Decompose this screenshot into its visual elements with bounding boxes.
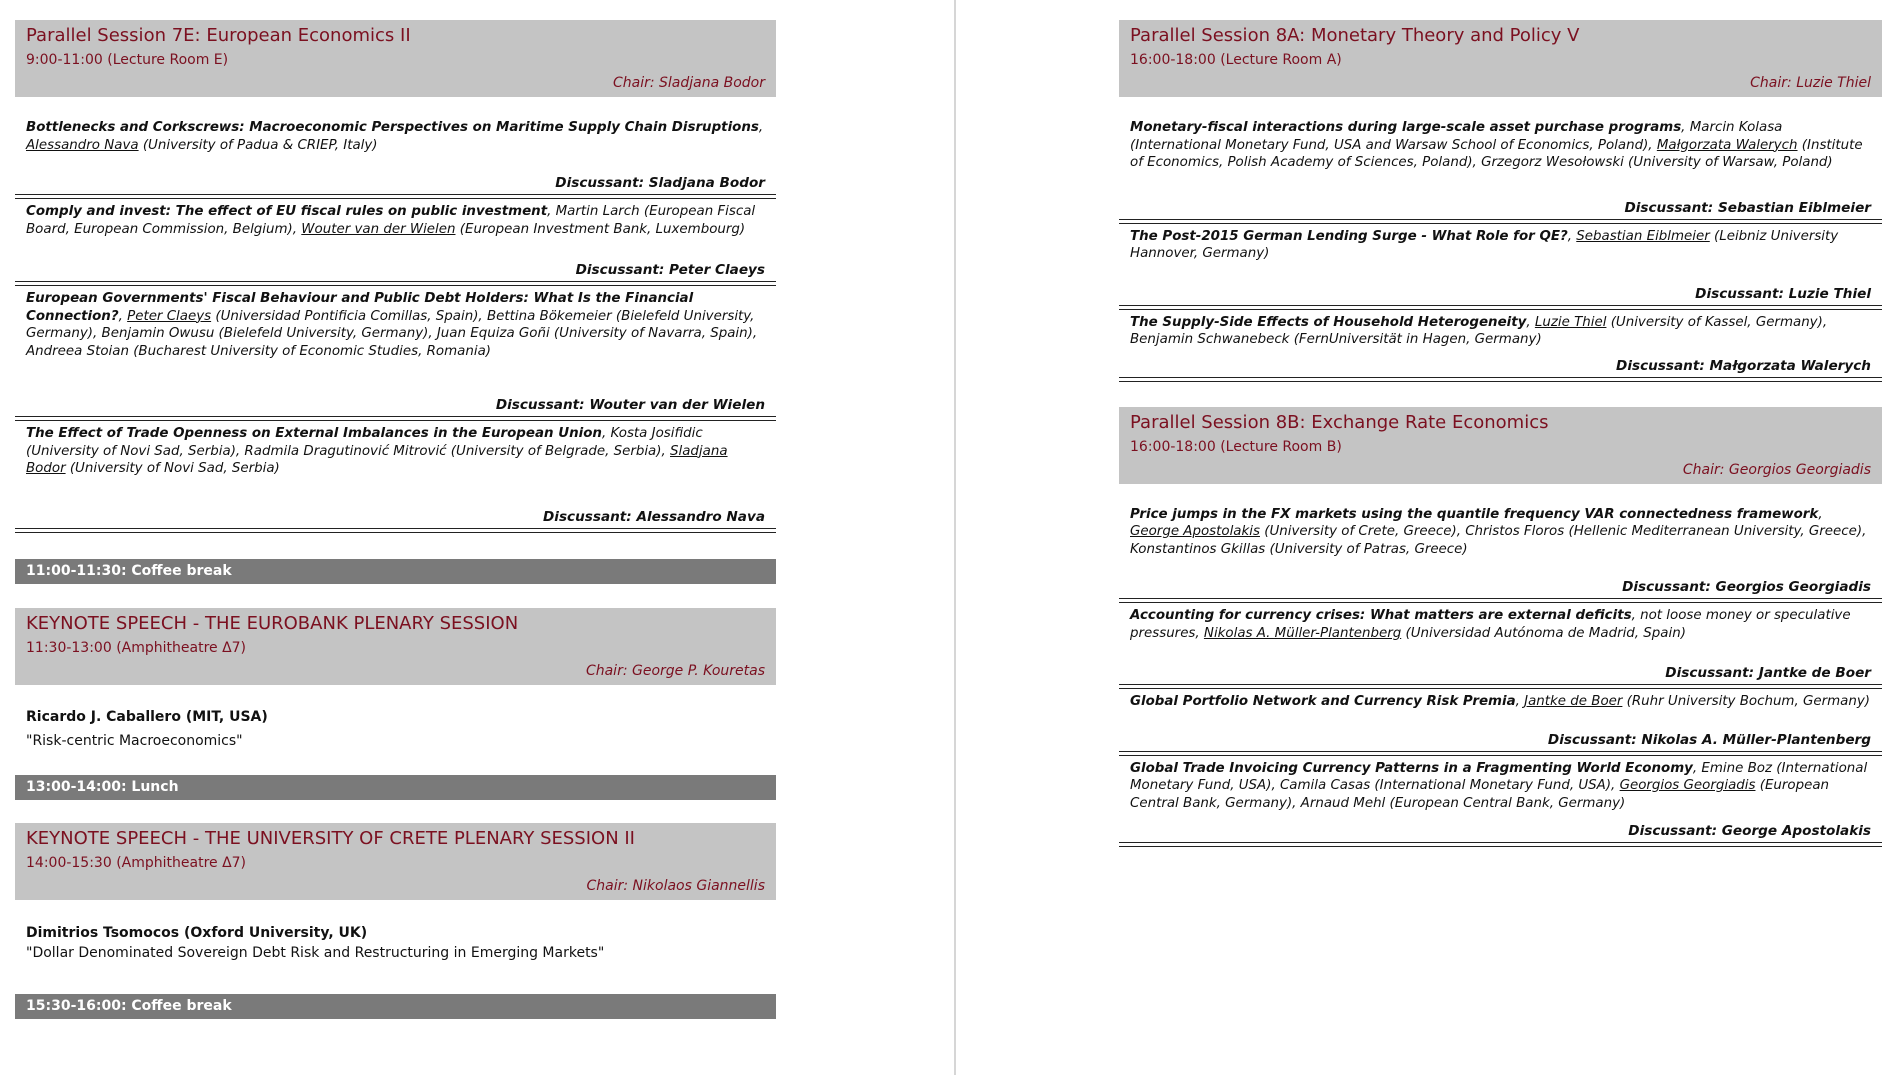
discussant: Discussant: Wouter van der Wielen: [495, 397, 765, 413]
paper-affiliations: (University of Novi Sad, Serbia): [65, 461, 280, 476]
session-7e-header: [15, 20, 776, 97]
paper-entry: The Supply-Side Effects of Household Heterogeneity, Luzie Thiel (University of Kassel, Germany), Benjamin Schwanebeck (FernUniversität in Hagen, Germany): [1130, 314, 1828, 347]
double-rule: [1119, 751, 1882, 756]
discussant: Discussant: Luzie Thiel: [1695, 285, 1871, 302]
session-time: 16:00-18:00 (Lecture Room B): [1130, 438, 1342, 455]
double-rule: [15, 528, 776, 533]
paper-entry: Comply and invest: The effect of EU fiscal rules on public investment, Martin Larch (European Fiscal Board, European Commission, Belgium), Wouter van der Wielen (European Investment Bank, Luxembourg): [26, 204, 756, 237]
coffee-break-bar: 15:30-16:00: Coffee break: [15, 994, 776, 1019]
paper-title: Global Portfolio Network and Currency Risk Premia: [1130, 694, 1516, 709]
page-divider: [954, 0, 956, 1075]
discussant: Discussant: Georgios Georgiadis: [1622, 579, 1871, 595]
paper-title: Price jumps in the FX markets using the quantile frequency VAR connectedness framework: [1130, 506, 1819, 522]
session-title: Parallel Session 8B: Exchange Rate Economics: [1130, 411, 1549, 433]
presenter-name: Georgios Georgiadis: [1619, 778, 1756, 793]
discussant: Discussant: George Apostolakis: [1628, 823, 1871, 839]
paper-title: The Post-2015 German Lending Surge - What Role for QE?: [1130, 228, 1568, 244]
paper-affiliations: (Ruhr University Bochum, Germany): [1622, 694, 1870, 709]
presenter-name: Wouter van der Wielen: [301, 221, 456, 237]
paper-title: Accounting for currency crises: What matters are external deficits: [1130, 608, 1632, 623]
double-rule: [1119, 684, 1882, 689]
right-page: [1119, 20, 1882, 851]
presenter-name: Małgorzata Walerych: [1656, 137, 1798, 153]
session-title: Parallel Session 8A: Monetary Theory and Policy V: [1130, 25, 1580, 46]
keynote-1-header: [15, 608, 776, 685]
paper-affiliations: (Universidad Autónoma de Madrid, Spain): [1401, 625, 1686, 641]
paper-entry: European Governments' Fiscal Behaviour and Public Debt Holders: What Is the Financial Connection?, Peter Claeys (Universidad Pontificia Comillas, Spain), Bettina Bökemeier (Bielefeld University, Germany), Benjamin Owusu (Bielefeld University, Germany), Juan Equiza Goñi (University of Navarra, Spain), Andreea Stoian (Bucharest University of Economic Studies, Romania): [26, 291, 758, 359]
paper-title: European Governments' Fiscal Behaviour and Public Debt Holders: What Is the Financial Connection?: [26, 291, 694, 324]
session-8a-header: [1119, 20, 1882, 97]
paper-title: The Supply-Side Effects of Household Heterogeneity: [1130, 314, 1527, 330]
paper-affiliations: (Leibniz University Hannover, Germany): [1130, 228, 1839, 261]
paper-entry: Price jumps in the FX markets using the quantile frequency VAR connectedness framework, George Apostolakis (University of Crete, Greece), Christos Floros (Hellenic Mediterranean University, Greece), Konstantinos Gkillas (University of Patras, Greece): [1130, 506, 1867, 557]
presenter-name: George Apostolakis: [1130, 524, 1260, 539]
paper-title: Comply and invest: The effect of EU fiscal rules on public investment: [26, 204, 548, 219]
discussant: Discussant: Małgorzata Walerych: [1616, 357, 1871, 374]
keynote-chair: Chair: Nikolaos Giannellis: [586, 877, 765, 894]
double-rule: [15, 416, 776, 421]
double-rule: [15, 281, 776, 286]
presenter-name: Luzie Thiel: [1534, 314, 1607, 330]
discussant: Discussant: Jantke de Boer: [1665, 665, 1871, 681]
double-rule: [15, 194, 776, 199]
keynote-speaker: Dimitrios Tsomocos (Oxford University, UK): [26, 924, 368, 941]
lunch-break-bar: 13:00-14:00: Lunch: [15, 775, 776, 800]
session-chair: Chair: Luzie Thiel: [1750, 75, 1871, 91]
double-rule: [1119, 377, 1882, 382]
discussant: Discussant: Sladjana Bodor: [555, 175, 765, 191]
paper-affiliations: (Institute of Economics, Polish Academy of Sciences, Poland), Grzegorz Wesołowski (University of Warsaw, Poland): [1130, 137, 1863, 170]
keynote-time: 14:00-15:30 (Amphitheatre Δ7): [26, 854, 247, 871]
paper-authors: Kosta Josifidic (University of Novi Sad, Serbia), Radmila Dragutinović Mitrović (University of Belgrade, Serbia),: [26, 426, 703, 459]
paper-entry: The Effect of Trade Openness on External Imbalances in the European Union, Kosta Josifidic (University of Novi Sad, Serbia), Radmila Dragutinović Mitrović (University of Belgrade, Serbia), Sladjana Bodor (University of Novi Sad, Serbia): [26, 426, 728, 476]
keynote-title: KEYNOTE SPEECH - THE UNIVERSITY OF CRETE PLENARY SESSION II: [26, 827, 635, 849]
paper-affiliations: (University of Padua & CRIEP, Italy): [138, 137, 378, 153]
keynote-2-header: [15, 823, 776, 900]
paper-title: Bottlenecks and Corkscrews: Macroeconomic Perspectives on Maritime Supply Chain Disruptions: [26, 120, 759, 135]
keynote-talk-title: "Dollar Denominated Sovereign Debt Risk and Restructuring in Emerging Markets": [26, 944, 605, 961]
discussant: Discussant: Alessandro Nava: [543, 508, 765, 525]
session-time: 16:00-18:00 (Lecture Room A): [1130, 52, 1342, 68]
discussant: Discussant: Peter Claeys: [575, 262, 765, 278]
double-rule: [1119, 305, 1882, 310]
paper-authors: Martin Larch (European Fiscal Board, European Commission, Belgium),: [26, 204, 756, 237]
left-page: [15, 20, 776, 1019]
paper-affiliations: (University of Kassel, Germany), Benjamin Schwanebeck (FernUniversität in Hagen, Germany): [1130, 314, 1828, 347]
keynote-title: KEYNOTE SPEECH - THE EUROBANK PLENARY SESSION: [26, 612, 519, 634]
coffee-break-bar: 11:00-11:30: Coffee break: [15, 559, 776, 584]
paper-affiliations: (Universidad Pontificia Comillas, Spain), Bettina Bökemeier (Bielefeld University, Germany), Benjamin Owusu (Bielefeld University, Germany), Juan Equiza Goñi (University of Navarra, Spain), Andreea Stoian (Bucharest University of Economic Studies, Romania): [26, 308, 758, 359]
paper-entry: Global Trade Invoicing Currency Patterns in a Fragmenting World Economy, Emine Boz (International Monetary Fund, USA), Camila Casas (International Monetary Fund, USA), Georgios Georgiadis (European Central Bank, Germany), Arnaud Mehl (European Central Bank, Germany): [1130, 760, 1868, 811]
session-8b-header: [1119, 407, 1882, 484]
keynote-time: 11:30-13:00 (Amphitheatre Δ7): [26, 639, 247, 656]
keynote-talk-title: "Risk-centric Macroeconomics": [26, 732, 243, 749]
paper-authors: Emine Boz (International Monetary Fund, USA), Camila Casas (International Monetary Fund, USA),: [1130, 760, 1868, 793]
paper-title: The Effect of Trade Openness on External Imbalances in the European Union: [26, 426, 602, 441]
session-time: 9:00-11:00 (Lecture Room E): [26, 52, 229, 68]
discussant: Discussant: Nikolas A. Müller-Plantenberg: [1547, 731, 1871, 748]
presenter-name: Nikolas A. Müller-Plantenberg: [1203, 625, 1402, 641]
session-chair: Chair: Sladjana Bodor: [612, 75, 765, 91]
keynote-chair: Chair: George P. Kouretas: [585, 662, 765, 679]
presenter-name: Peter Claeys: [127, 308, 212, 324]
paper-entry: Monetary-fiscal interactions during large-scale asset purchase programs, Marcin Kolasa (International Monetary Fund, USA and Warsaw School of Economics, Poland), Małgorzata Walerych (Institute of Economics, Polish Academy of Sciences, Poland), Grzegorz Wesołowski (University of Warsaw, Poland): [1130, 120, 1863, 170]
double-rule: [1119, 219, 1882, 224]
presenter-name: Sladjana Bodor: [26, 443, 728, 476]
paper-title: Global Trade Invoicing Currency Patterns in a Fragmenting World Economy: [1130, 760, 1693, 776]
session-title: Parallel Session 7E: European Economics II: [26, 25, 411, 46]
presenter-name: Alessandro Nava: [26, 137, 139, 153]
paper-affiliations: (European Investment Bank, Luxembourg): [455, 221, 746, 237]
presenter-name: Sebastian Eiblmeier: [1576, 228, 1710, 244]
double-rule: [1119, 842, 1882, 847]
presenter-name: Jantke de Boer: [1524, 694, 1623, 709]
paper-authors: Marcin Kolasa (International Monetary Fund, USA and Warsaw School of Economics, Poland),: [1130, 120, 1783, 153]
paper-affiliations: (University of Crete, Greece), Christos Floros (Hellenic Mediterranean University, Greece), Konstantinos Gkillas (University of Patras, Greece): [1130, 524, 1867, 557]
paper-entry: Bottlenecks and Corkscrews: Macroeconomic Perspectives on Maritime Supply Chain Disruptions, Alessandro Nava (University of Padua & CRIEP, Italy): [26, 120, 764, 153]
paper-authors: not loose money or speculative pressures,: [1130, 608, 1851, 641]
paper-entry: The Post-2015 German Lending Surge - What Role for QE?, Sebastian Eiblmeier (Leibniz University Hannover, Germany): [1130, 228, 1839, 261]
double-rule: [1119, 598, 1882, 603]
paper-title: Monetary-fiscal interactions during large-scale asset purchase programs: [1130, 120, 1682, 135]
paper-affiliations: (European Central Bank, Germany), Arnaud Mehl (European Central Bank, Germany): [1130, 778, 1830, 811]
paper-entry: Global Portfolio Network and Currency Risk Premia, Jantke de Boer (Ruhr University Bochum, Germany): [1130, 694, 1870, 709]
discussant: Discussant: Sebastian Eiblmeier: [1624, 199, 1871, 216]
session-chair: Chair: Georgios Georgiadis: [1682, 461, 1871, 478]
keynote-speaker: Ricardo J. Caballero (MIT, USA): [26, 708, 268, 725]
paper-entry: Accounting for currency crises: What matters are external deficits, not loose money or speculative pressures, Nikolas A. Müller-Plantenberg (Universidad Autónoma de Madrid, Spain): [1130, 608, 1851, 641]
